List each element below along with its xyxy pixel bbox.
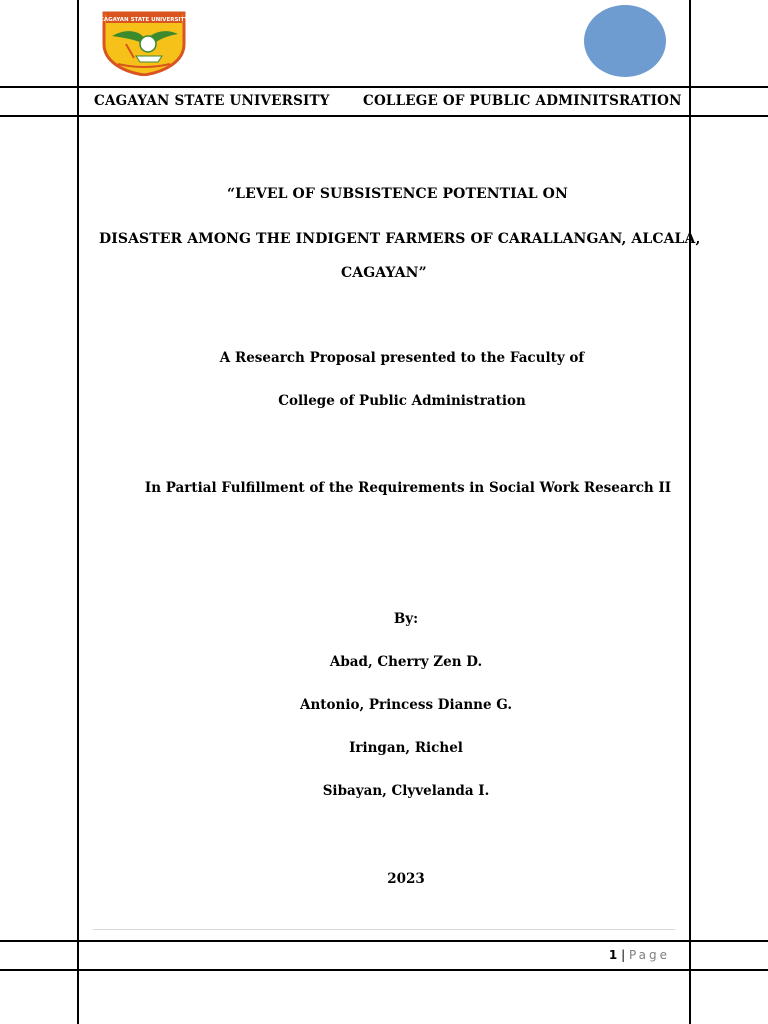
author-name: Sibayan, Clyvelanda I. <box>322 783 490 799</box>
year: 2023 <box>387 871 425 887</box>
blue-circle-shape <box>584 5 666 77</box>
title-line-3: CAGAYAN” <box>341 265 427 281</box>
header-university: CAGAYAN STATE UNIVERSITY <box>94 93 330 109</box>
author-name: Antonio, Princess Dianne G. <box>299 697 513 713</box>
university-logo <box>100 10 188 76</box>
page-footer <box>609 948 670 962</box>
author-name: Abad, Cherry Zen D. <box>329 654 483 670</box>
footer-bottom-line <box>0 969 768 971</box>
author-name: Iringan, Richel <box>349 740 463 756</box>
logo-banner-text: CAGAYAN STATE UNIVERSITY <box>100 17 188 23</box>
fulfillment-text: In Partial Fulfillment of the Requirements in Social Work Research II <box>144 480 672 496</box>
header-bottom-line <box>0 115 768 117</box>
title-line-1: “LEVEL OF SUBSISTENCE POTENTIAL ON <box>227 186 568 202</box>
page-number: 1 <box>608 948 618 962</box>
university-seal-icon <box>100 10 188 76</box>
proposal-line-2: College of Public Administration <box>278 393 526 409</box>
header-top-line <box>0 86 768 88</box>
proposal-line-1: A Research Proposal presented to the Faculty of <box>219 350 585 366</box>
header-college: COLLEGE OF PUBLIC ADMINITSRATION <box>363 93 682 109</box>
title-line-2: DISASTER AMONG THE INDIGENT FARMERS OF CARALLANGAN, ALCALA, <box>99 231 701 247</box>
page-word: Page <box>628 948 670 962</box>
page-separator: | <box>621 948 626 962</box>
by-label: By: <box>393 611 419 627</box>
footer-top-line <box>0 940 768 942</box>
footer-rule <box>93 929 675 930</box>
